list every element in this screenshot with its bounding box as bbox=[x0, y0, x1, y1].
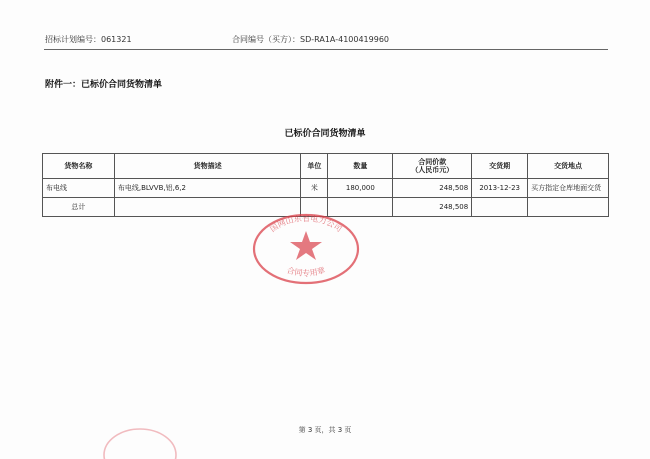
cell-description: 布电线,BLVVB,铝,6,2 bbox=[114, 179, 301, 198]
cell-delivery-place: 买方指定仓库地面交货 bbox=[528, 179, 609, 198]
contract-number: 合同编号（买方）：SD-RA1A-4100419960 bbox=[232, 35, 390, 44]
seal-text-bottom: 合同专用章 bbox=[285, 265, 327, 278]
cell-empty bbox=[528, 198, 609, 217]
partial-seal-stamp bbox=[100, 415, 180, 459]
col-header-delivery-date: 交货期 bbox=[472, 154, 528, 179]
goods-table bbox=[42, 153, 609, 217]
cell-total-price: 248,508 bbox=[393, 198, 472, 217]
svg-text:国网山东省电力公司 bbox=[268, 213, 343, 234]
attachment-title: 附件一：已标价合同货物清单 bbox=[45, 80, 163, 90]
col-header-price bbox=[393, 154, 472, 179]
cell-name: 布电线 bbox=[43, 179, 115, 198]
col-header-name: 货物名称 bbox=[43, 154, 115, 179]
table-title: 已标价合同货物清单 bbox=[284, 129, 366, 139]
contract-seal-stamp bbox=[250, 209, 362, 285]
col-header-price-line1: 合同价款 bbox=[418, 158, 447, 166]
table-row bbox=[43, 179, 609, 198]
cell-quantity: 180,000 bbox=[328, 179, 393, 198]
col-header-price-line2: （人民币元） bbox=[411, 166, 454, 174]
col-header-description: 货物描述 bbox=[114, 154, 301, 179]
svg-text:合同专用章 bbox=[286, 265, 327, 278]
seal-text-top: 国网山东省电力公司 bbox=[268, 214, 344, 234]
cell-empty bbox=[472, 198, 528, 217]
table-header-row bbox=[43, 154, 609, 179]
cell-price: 248,508 bbox=[393, 179, 472, 198]
cell-total-label: 总计 bbox=[43, 198, 115, 217]
bid-plan-number: 招标计划编号：061321 bbox=[45, 35, 132, 44]
header-divider bbox=[44, 49, 608, 50]
page-number: 第 3 页，共 3 页 bbox=[298, 426, 352, 434]
cell-unit: 米 bbox=[301, 179, 328, 198]
col-header-unit: 单位 bbox=[301, 154, 328, 179]
col-header-delivery-place: 交货地点 bbox=[528, 154, 609, 179]
col-header-quantity: 数量 bbox=[328, 154, 393, 179]
cell-delivery-date: 2013-12-23 bbox=[472, 179, 528, 198]
